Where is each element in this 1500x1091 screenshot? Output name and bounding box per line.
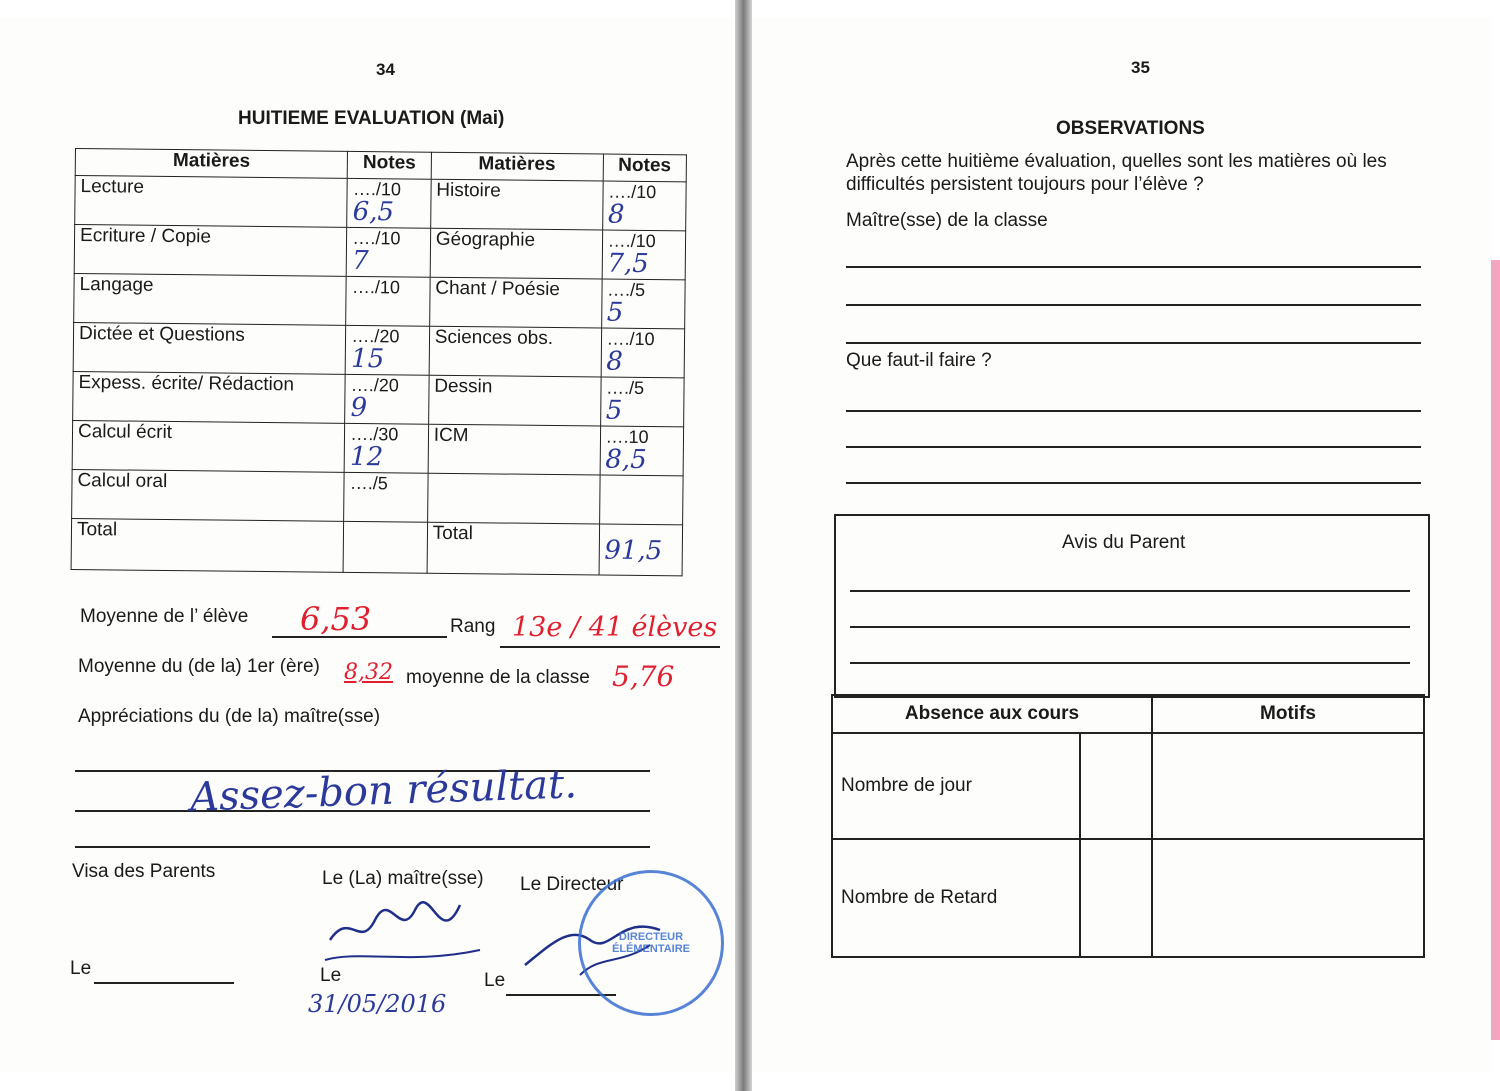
subject-header: Matières [431, 152, 603, 181]
observation-line-1 [846, 266, 1421, 268]
subject-name: Histoire [430, 179, 602, 230]
observations-title: OBSERVATIONS [1056, 118, 1205, 139]
subject-name: Sciences obs. [429, 326, 601, 377]
note-cell [600, 426, 684, 476]
note-score: 5 [605, 395, 623, 426]
note-max: …./20 [351, 325, 400, 347]
note-score: 8 [606, 346, 624, 377]
note-score: 6,5 [352, 196, 395, 228]
subject-header: Matières [75, 149, 348, 179]
nombre-jour-value [1080, 733, 1152, 839]
visa-parents-label: Visa des Parents [72, 861, 216, 882]
note-cell [346, 276, 430, 326]
notes-header: Notes [603, 154, 687, 182]
nombre-retard-label: Nombre de Retard [832, 839, 1080, 957]
avis-line-1 [850, 590, 1410, 592]
table-row [72, 469, 683, 524]
note-cell [602, 181, 686, 231]
total-label: Total [427, 522, 599, 575]
subject-name: Chant / Poésie [429, 277, 601, 328]
table-row [73, 371, 684, 426]
que-faire-label: Que faut-il faire ? [846, 350, 992, 371]
school-stamp [578, 870, 724, 1016]
note-cell [347, 178, 431, 228]
observation-line-3 [846, 342, 1421, 344]
note-cell [345, 325, 429, 375]
note-score: 9 [350, 392, 368, 424]
subject-name: Langage [74, 273, 347, 325]
note-max: ….10 [605, 426, 649, 448]
directeur-signature-label: Le Directeur [520, 874, 624, 895]
right-page-number: 35 [1131, 58, 1150, 77]
note-cell [600, 377, 684, 427]
note-score: 8,5 [605, 444, 647, 476]
appreciations-label: Appréciations du (de la) maître(sse) [78, 706, 381, 727]
appreciation-text: Assez-bon résultat. [189, 761, 578, 821]
rang-line [500, 646, 720, 648]
note-max: …./30 [350, 423, 399, 445]
motif-retard-cell [1152, 839, 1424, 957]
moyenne-classe-label: moyenne de la classe [406, 667, 590, 688]
observations-question: Après cette huitième évaluation, quelles sont les matières où les difficultés persistent toujours pour l’élève ? [846, 151, 1387, 195]
note-cell [344, 472, 428, 522]
stamp-text: DIRECTEUR ÉLÉMENTAIRE [611, 931, 691, 955]
avis-line-2 [850, 626, 1410, 628]
note-score: 15 [350, 343, 385, 375]
subject-name: Lecture [75, 176, 348, 228]
subject-name: Dessin [428, 375, 600, 426]
nombre-retard-value [1080, 839, 1152, 957]
table-row [832, 733, 1424, 839]
maitre-classe-label: Maître(sse) de la classe [846, 210, 1048, 231]
note-score: 8 [607, 199, 625, 230]
note-max: …./5 [605, 377, 645, 398]
maitre-date-label: Le [320, 965, 342, 986]
note-max: …./20 [350, 374, 399, 396]
total-label: Total [71, 518, 344, 572]
avis-line-3 [850, 662, 1410, 664]
maitre-signature-label: Le (La) maître(sse) [322, 868, 484, 889]
note-cell [602, 230, 686, 280]
rang-label: Rang [450, 616, 496, 637]
note-max: …./10 [607, 230, 656, 252]
que-faire-line-3 [846, 482, 1421, 484]
moyenne-premier-value: 8,32 [344, 660, 393, 685]
note-score [605, 476, 677, 477]
motifs-header: Motifs [1152, 695, 1424, 733]
appreciation-line-3 [75, 846, 650, 848]
note-max: …./5 [607, 279, 646, 300]
note-score: 12 [349, 441, 384, 473]
note-cell [599, 475, 683, 525]
note-score: 5 [606, 297, 624, 328]
note-cell [344, 423, 428, 473]
subject-name: Ecriture / Copie [74, 225, 347, 277]
nombre-jour-label: Nombre de jour [832, 733, 1080, 839]
parent-date-label: Le [70, 958, 92, 979]
que-faire-line-2 [846, 446, 1421, 448]
maitre-date-value: 31/05/2016 [308, 990, 447, 1018]
absence-header: Absence aux cours [832, 695, 1152, 733]
note-cell [346, 227, 430, 277]
note-max: …./10 [608, 181, 657, 203]
moyenne-classe-value: 5,76 [612, 660, 675, 693]
note-score: 7 [352, 245, 369, 277]
maitre-signature [320, 890, 490, 970]
note-cell [601, 328, 685, 378]
moyenne-eleve-value: 6,53 [300, 600, 372, 638]
subject-name: Calcul oral [72, 469, 345, 521]
absence-table [831, 694, 1425, 958]
subject-name: Dictée et Questions [73, 322, 346, 374]
table-row [73, 322, 684, 377]
total-empty-cell [343, 521, 427, 573]
avis-parent-label: Avis du Parent [1062, 532, 1186, 553]
note-score: 7,5 [607, 248, 649, 280]
note-cell [601, 279, 685, 329]
subject-name: Calcul écrit [72, 420, 345, 472]
note-max: …./10 [351, 276, 401, 298]
parent-date-line [94, 982, 234, 984]
rang-value: 13e / 41 élèves [512, 612, 718, 643]
moyenne-eleve-label: Moyenne de l’ élève [80, 606, 249, 627]
book-spine [735, 0, 752, 1091]
observation-line-2 [846, 304, 1421, 306]
motif-jour-cell [1152, 733, 1424, 839]
note-max: …./10 [352, 178, 402, 200]
subject-name: ICM [428, 424, 600, 475]
pink-cover-edge [1491, 260, 1500, 1040]
subject-name: Expess. écrite/ Rédaction [73, 371, 346, 423]
directeur-date-label: Le [484, 970, 506, 991]
evaluation-title: HUITIEME EVALUATION (Mai) [238, 108, 505, 129]
subject-name [427, 473, 599, 524]
moyenne-premier-label: Moyenne du (de la) 1er (ère) [78, 656, 320, 677]
total-score: 91,5 [604, 535, 663, 567]
table-row [74, 225, 685, 280]
total-row [71, 518, 683, 575]
note-max: …./5 [349, 472, 388, 494]
note-max: …./10 [606, 328, 655, 350]
note-cell [345, 374, 429, 424]
note-max [605, 476, 677, 477]
total-cell [599, 524, 683, 576]
notes-header: Notes [348, 151, 432, 179]
table-row [832, 839, 1424, 957]
grades-table [71, 148, 687, 576]
absence-header-row [832, 695, 1424, 733]
left-page-number: 34 [376, 60, 395, 79]
subject-name: Géographie [430, 228, 602, 279]
table-row [74, 273, 685, 328]
table-row [75, 176, 686, 231]
note-max: …./10 [352, 227, 401, 249]
que-faire-line-1 [846, 410, 1421, 412]
table-row [72, 420, 683, 475]
